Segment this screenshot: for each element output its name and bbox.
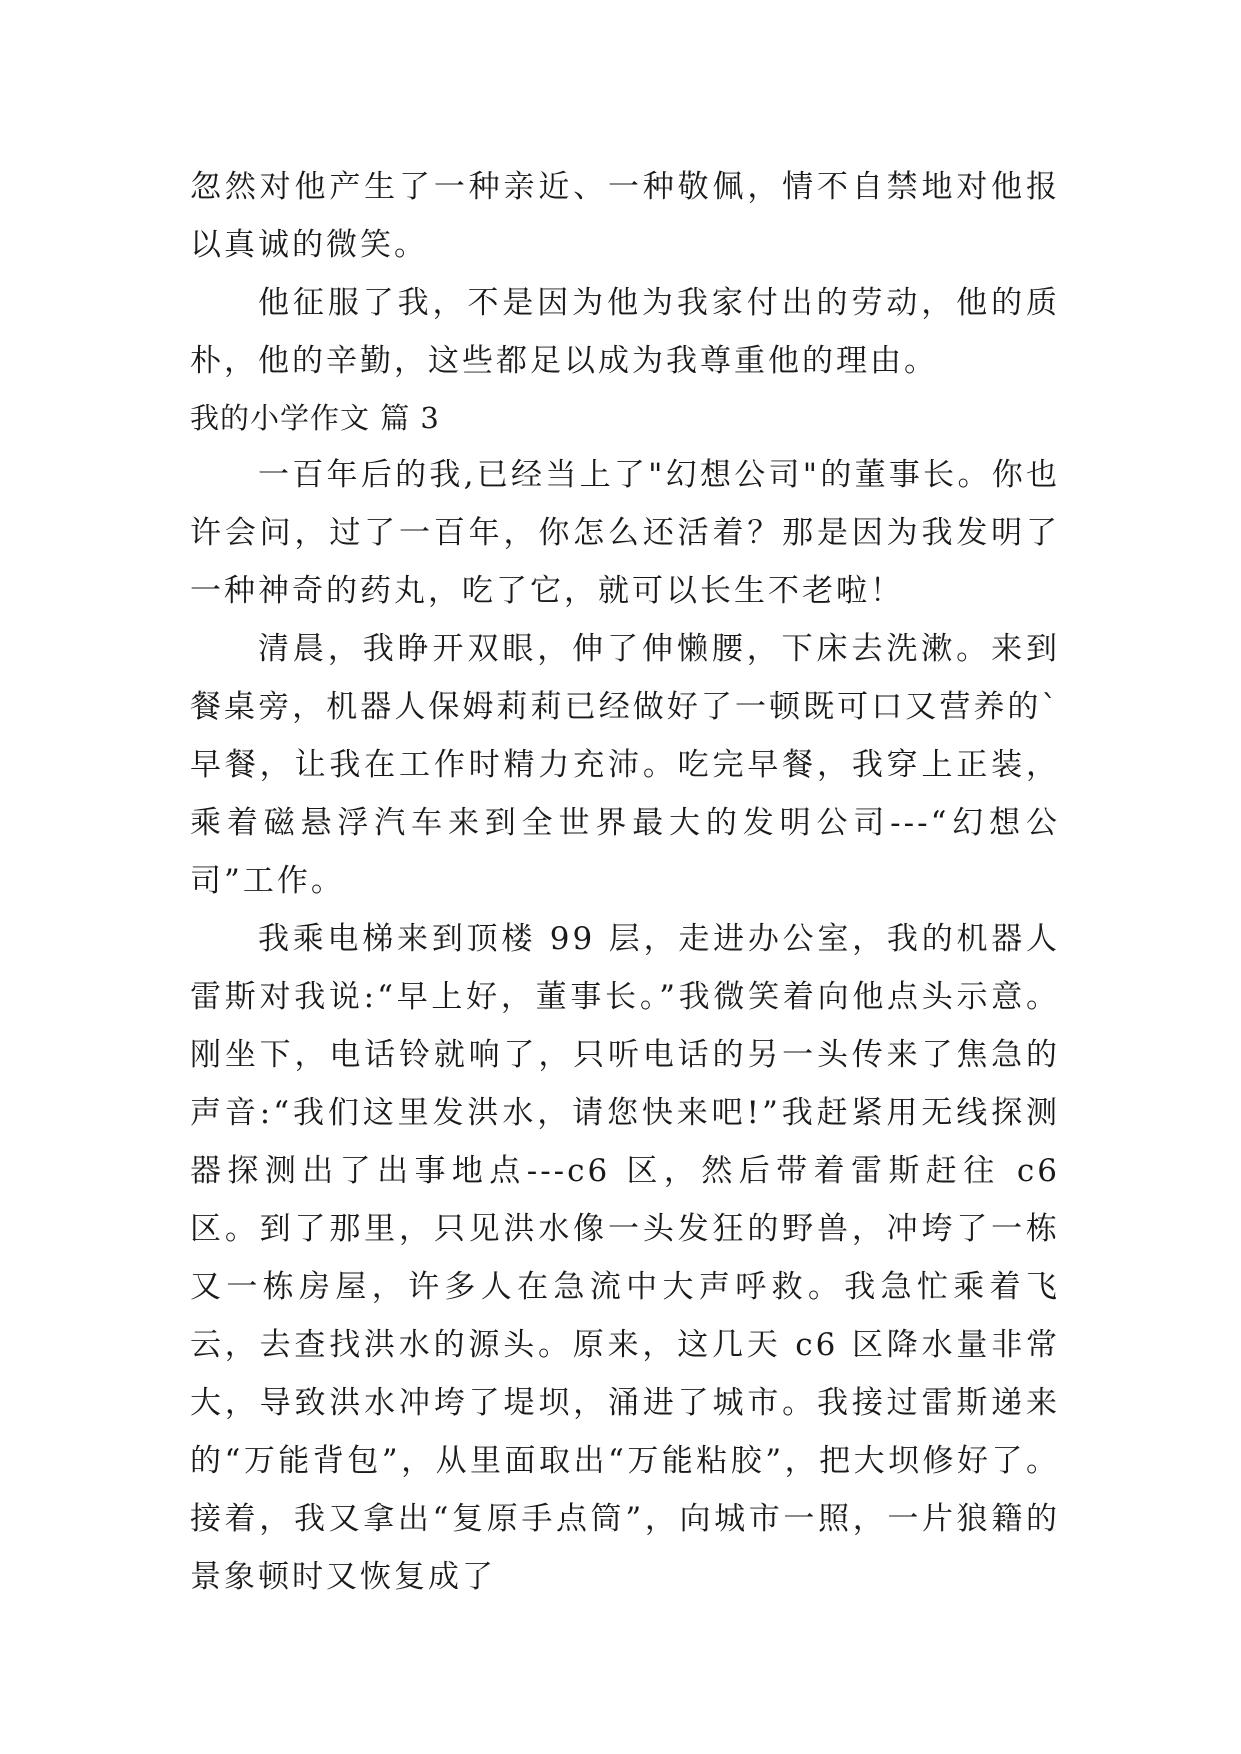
section-heading: 我的小学作文 篇 3 — [190, 401, 440, 435]
paragraph: 我乘电梯来到顶楼 99 层，走进办公室，我的机器人雷斯对我说:“早上好，董事长。”我微笑着向他点头示意。刚坐下，电话铃就响了，只听电话的另一头传来了焦急的声音:“我们这里发洪水，请您快来吧!”我赶紧用无线探测器探测出了出事地点---c6 区，然后带着雷斯赶往 c6 区。到了那里，只见洪水像一头发狂的野兽，冲垮了一栋又一栋房屋，许多人在急流中大声呼救。我急忙乘着飞云，去查找洪水的源头。原来，这几天 c6 区降水量非常大，导致洪水冲垮了堤坝，涌进了城市。我接过雷斯递来的“万能背包”，从里面取出“万能粘胶”，把大坝修好了。接着，我又拿出“复原手点筒”，向城市一照，一片狼籍的景象顿时又恢复成了 — [190, 921, 1060, 1595]
paragraph-continued: 忽然对他产生了一种亲近、一种敬佩，情不自禁地对他报以真诚的微笑。 — [190, 169, 1060, 263]
paragraph: 一百年后的我,已经当上了"幻想公司"的董事长。你也许会问，过了一百年，你怎么还活着？那是因为我发明了一种神奇的药丸，吃了它，就可以长生不老啦！ — [190, 457, 1060, 609]
document-body — [190, 158, 1060, 1606]
paragraph: 他征服了我，不是因为他为我家付出的劳动，他的质朴，他的辛勤，这些都足以成为我尊重他的理由。 — [190, 285, 1060, 379]
paragraph: 清晨，我睁开双眼，伸了伸懒腰，下床去洗漱。来到餐桌旁，机器人保姆莉莉已经做好了一顿既可口又营养的`早餐，让我在工作时精力充沛。吃完早餐，我穿上正装，乘着磁悬浮汽车来到全世界最大的发明公司---“幻想公司”工作。 — [190, 631, 1060, 899]
